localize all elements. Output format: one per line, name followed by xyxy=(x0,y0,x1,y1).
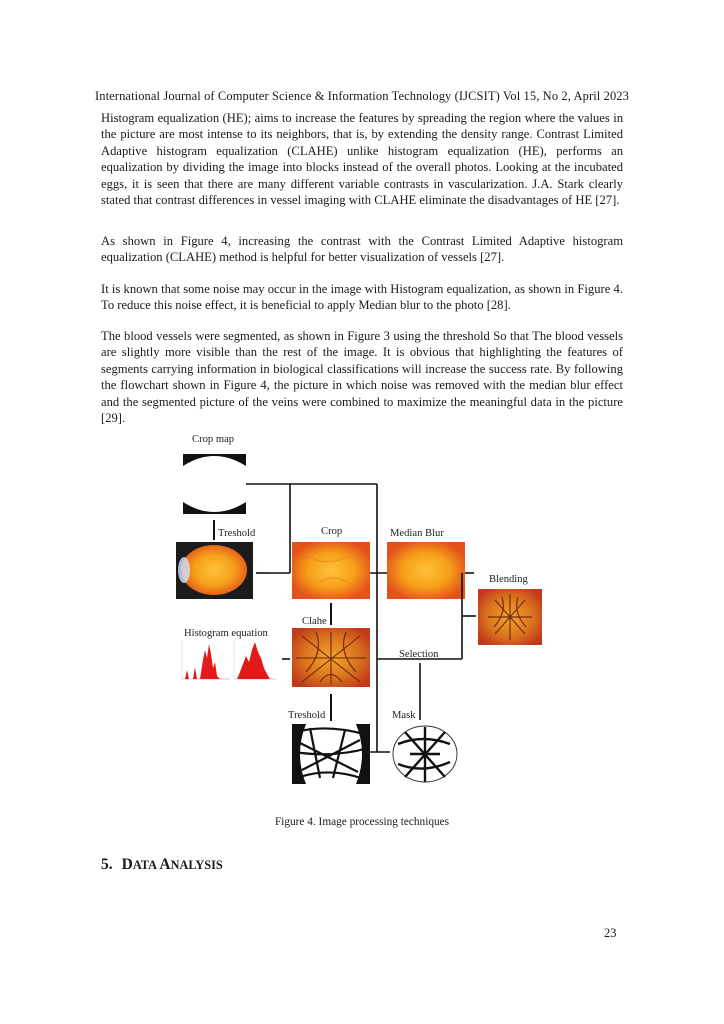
section-title-initial-2: A xyxy=(159,856,171,873)
treshold-bottom-image xyxy=(292,724,370,784)
section-title-initial-1: D xyxy=(121,856,133,873)
label-treshold-top: Treshold xyxy=(218,528,256,539)
crop-image xyxy=(292,542,370,599)
section-number: 5. xyxy=(101,856,113,873)
median-blur-image xyxy=(387,542,465,599)
journal-header: International Journal of Computer Science & Information Technology (IJCSIT) Vol 15, No 2, April 2023 xyxy=(94,89,630,103)
page-number: 23 xyxy=(604,926,617,940)
label-histogram-equation: Histogram equation xyxy=(184,628,268,639)
histogram-chart-left xyxy=(179,638,231,682)
flowchart-diagram xyxy=(170,432,550,787)
paragraph-median-blur: It is known that some noise may occur in the image with Histogram equalization, as shown in Figure 4. To reduce this noise effect, it is beneficial to apply Median blur to the photo [28]. xyxy=(101,282,623,313)
paragraph-clahe-contrast: As shown in Figure 4, increasing the contrast with the Contrast Limited Adaptive histogram equalization (CLAHE) method is helpful for better visualization of vessels [27]. xyxy=(101,234,623,265)
label-mask: Mask xyxy=(392,710,416,721)
label-treshold-bottom: Treshold xyxy=(288,710,326,721)
section-heading xyxy=(101,856,223,874)
histogram-chart-right xyxy=(232,638,278,682)
label-crop: Crop xyxy=(321,526,343,537)
section-title-rest-2: NALYSIS xyxy=(170,858,223,872)
paragraph-vessel-segmentation: The blood vessels were segmented, as shown in Figure 3 using the threshold So that The blood vessels are slightly more visible than the rest of the image. It is obvious that highlighting the features of segments carrying information in biological classifications will increase the success rate. By following the flowchart shown in Figure 4, the picture in which noise was removed with the median blur effect and the segmented picture of the veins were combined to maximize the meaningful data in the picture [29]. xyxy=(101,329,623,426)
flowchart-connectors xyxy=(214,484,476,752)
label-selection: Selection xyxy=(399,649,439,660)
paragraph-histogram-equalization: Histogram equalization (HE); aims to increase the features by spreading the region where the values in the picture are most intense to its neighbors, that is, by extending the density range. Contrast Limited Adaptive histogram equalization (CLAHE) unlike histogram equalization (HE), performs an equalization by dividing the image into blocks instead of the overall photos. Looking at the incubated eggs, it is seen that there are many different variable contrasts in vascularization. J.A. Stark clearly stated that contrast differences in vessel imaging with CLAHE eliminate the disadvantages of HE [27]. xyxy=(101,111,623,208)
blending-image xyxy=(478,589,542,645)
figure-4-flowchart xyxy=(170,432,550,787)
label-blending: Blending xyxy=(489,574,528,585)
section-title-rest-1: ATA xyxy=(132,858,160,872)
label-median-blur: Median Blur xyxy=(390,528,444,539)
treshold-top-image xyxy=(176,542,253,599)
crop-map-image xyxy=(183,454,246,514)
figure-caption: Figure 4. Image processing techniques xyxy=(274,816,450,828)
mask-image xyxy=(393,726,457,782)
label-clahe: Clahe xyxy=(302,616,327,627)
label-crop-map: Crop map xyxy=(192,434,235,445)
clahe-image xyxy=(292,628,370,687)
